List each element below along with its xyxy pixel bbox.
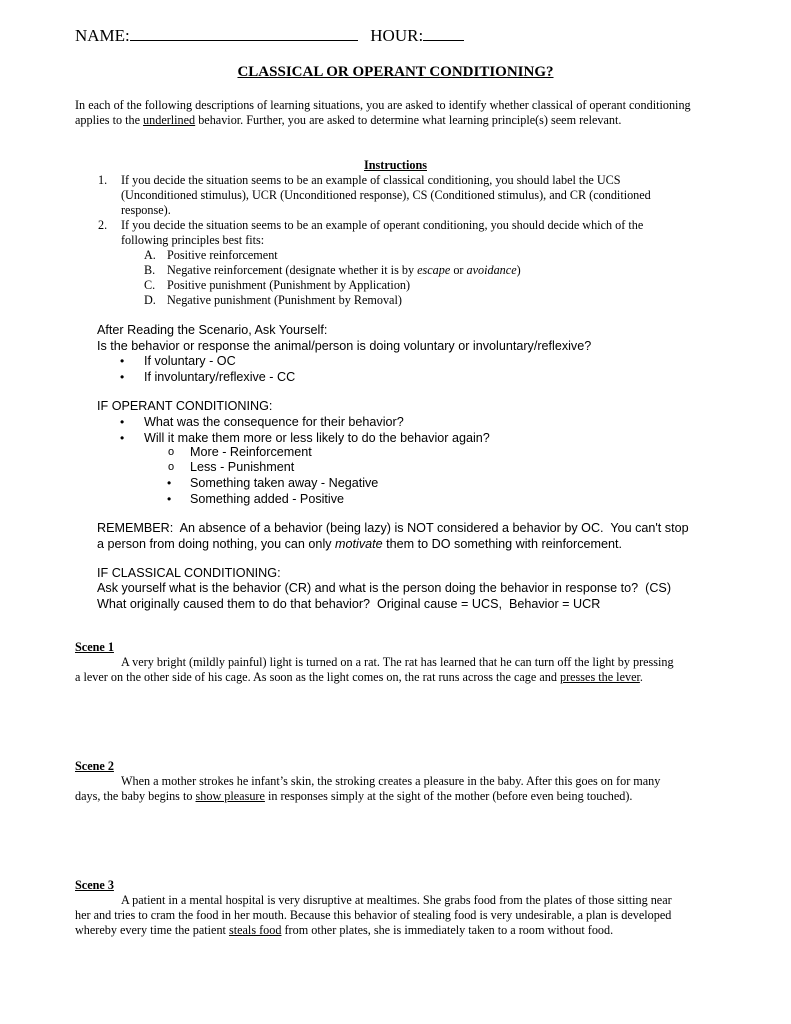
sub-d-text: Negative punishment (Punishment by Removal) [167, 293, 402, 307]
scene-2-underlined: show pleasure [195, 789, 265, 803]
sub-c-text: Positive punishment (Punishment by Application) [167, 278, 411, 292]
sub-b-text [167, 263, 521, 278]
instr-2-line-2: following principles best fits: [121, 233, 265, 247]
bullet-dot-icon: • [120, 431, 125, 445]
remember-motivate: motivate [335, 537, 383, 551]
scene-3-line-3 [75, 923, 715, 938]
operant-bullet-1: What was the consequence for their behavior? [144, 415, 404, 429]
after-reading-question: Is the behavior or response the animal/person is doing voluntary or involuntary/reflexive? [97, 339, 592, 353]
sub-b-avoidance: avoidance [466, 263, 517, 277]
scene-1-line-2 [75, 670, 715, 685]
sub-b-main: Negative reinforcement (designate whether it is by [167, 263, 418, 277]
scene-3-text: whereby every time the patient [75, 923, 229, 937]
intro-text-1: In each of the following descriptions of learning situations, you are asked to identify whether classical of operant conditioning applies to the [75, 98, 691, 127]
intro-paragraph [75, 98, 715, 128]
scene-3-line-1: A patient in a mental hospital is very disruptive at mealtimes. She grabs food from the plates of those sitting near [121, 893, 672, 907]
operant-sub-3: Something taken away - Negative [190, 476, 379, 490]
remember-text-a: a person from doing nothing, you can only [97, 537, 336, 551]
instructions-title: Instructions [364, 158, 427, 172]
scene-1-text: a lever on the other side of his cage. As soon as the light comes on, the rat runs across the cage and [75, 670, 560, 684]
instr-2-num: 2. [98, 218, 108, 232]
scene-1-line-1: A very bright (mildly painful) light is turned on a rat. The rat has learned that he can turn off the light by pressing [121, 655, 674, 669]
circle-bullet-icon: o [168, 446, 175, 458]
bullet-dot-icon: • [120, 370, 125, 384]
scene-2-end: in responses simply at the sight of the mother (before even being touched). [264, 789, 633, 803]
remember-text-b: them to DO something with reinforcement. [382, 537, 623, 551]
bullet-dot-icon: • [120, 415, 125, 429]
bullet-dot-icon: • [120, 354, 125, 368]
scene-2-title: Scene 2 [75, 759, 114, 773]
remember-line-2 [97, 536, 622, 552]
name-blank [130, 26, 358, 41]
operant-sub-2: Less - Punishment [190, 460, 295, 474]
page-title: CLASSICAL OR OPERANT CONDITIONING? [237, 64, 554, 80]
bullet-dot-icon: • [167, 492, 172, 506]
scene-3-line-2: her and tries to cram the food in her mouth. Because this behavior of stealing food is very undesirable, a plan is developed [75, 908, 672, 922]
scene-2-line-1: When a mother strokes he infant’s skin, the stroking creates a pleasure in the baby. After this goes on for many [121, 774, 661, 788]
scene-2-body [75, 774, 715, 804]
sub-d-letter: D. [144, 293, 156, 307]
after-bullet-1: If voluntary - OC [144, 354, 236, 368]
instr-1-line-1: If you decide the situation seems to be an example of classical conditioning, you should label the UCS [121, 173, 621, 187]
classical-heading: IF CLASSICAL CONDITIONING: [97, 566, 281, 580]
sub-a-letter: A. [144, 248, 156, 262]
intro-text-2: behavior. Further, you are asked to determine what learning principle(s) seem relevant. [195, 113, 622, 127]
hour-label: HOUR: [370, 26, 424, 45]
scene-1-end: . [639, 670, 643, 684]
instr-1-line-2: (Unconditioned stimulus), UCR (Unconditioned response), CS (Conditioned stimulus), and CR (conditioned [121, 188, 651, 202]
sub-b-letter: B. [144, 263, 156, 277]
sub-b-close: ) [516, 263, 521, 277]
classical-line-2: What originally caused them to do that behavior? Original cause = UCS, Behavior = UCR [97, 597, 601, 611]
hour-blank [423, 26, 464, 41]
sub-b-or: or [450, 263, 467, 277]
operant-sub-4: Something added - Positive [190, 492, 345, 506]
scene-2-line-2 [75, 789, 715, 804]
scene-1-underlined: presses the lever [560, 670, 640, 684]
operant-sub-1: More - Reinforcement [190, 445, 312, 459]
sub-b-escape: escape [417, 263, 451, 277]
instr-1-line-3: response). [121, 203, 171, 217]
after-bullet-2: If involuntary/reflexive - CC [144, 370, 296, 384]
header-line [75, 26, 464, 46]
operant-heading: IF OPERANT CONDITIONING: [97, 399, 273, 413]
name-label: NAME: [75, 26, 130, 45]
bullet-dot-icon: • [167, 476, 172, 490]
scene-1-title: Scene 1 [75, 640, 114, 654]
sub-a-text: Positive reinforcement [167, 248, 278, 262]
scene-3-underlined: steals food [228, 923, 282, 937]
instr-1-num: 1. [98, 173, 108, 187]
circle-bullet-icon: o [168, 461, 175, 473]
scene-2-text: days, the baby begins to [75, 789, 196, 803]
remember-line-1: REMEMBER: An absence of a behavior (being lazy) is NOT considered a behavior by OC. You can't stop [97, 521, 689, 535]
classical-line-1: Ask yourself what is the behavior (CR) and what is the person doing the behavior in response to? (CS) [97, 581, 672, 595]
sub-c-letter: C. [144, 278, 156, 292]
operant-bullet-2: Will it make them more or less likely to do the behavior again? [144, 431, 490, 445]
scene-3-body [75, 893, 715, 938]
scene-3-end: from other plates, she is immediately taken to a room without food. [281, 923, 614, 937]
instr-2-line-1: If you decide the situation seems to be an example of operant conditioning, you should decide which of the [121, 218, 644, 232]
intro-underlined: underlined [143, 113, 196, 127]
scene-1-body [75, 655, 715, 685]
scene-3-title: Scene 3 [75, 878, 114, 892]
after-reading-heading: After Reading the Scenario, Ask Yourself: [97, 323, 328, 337]
